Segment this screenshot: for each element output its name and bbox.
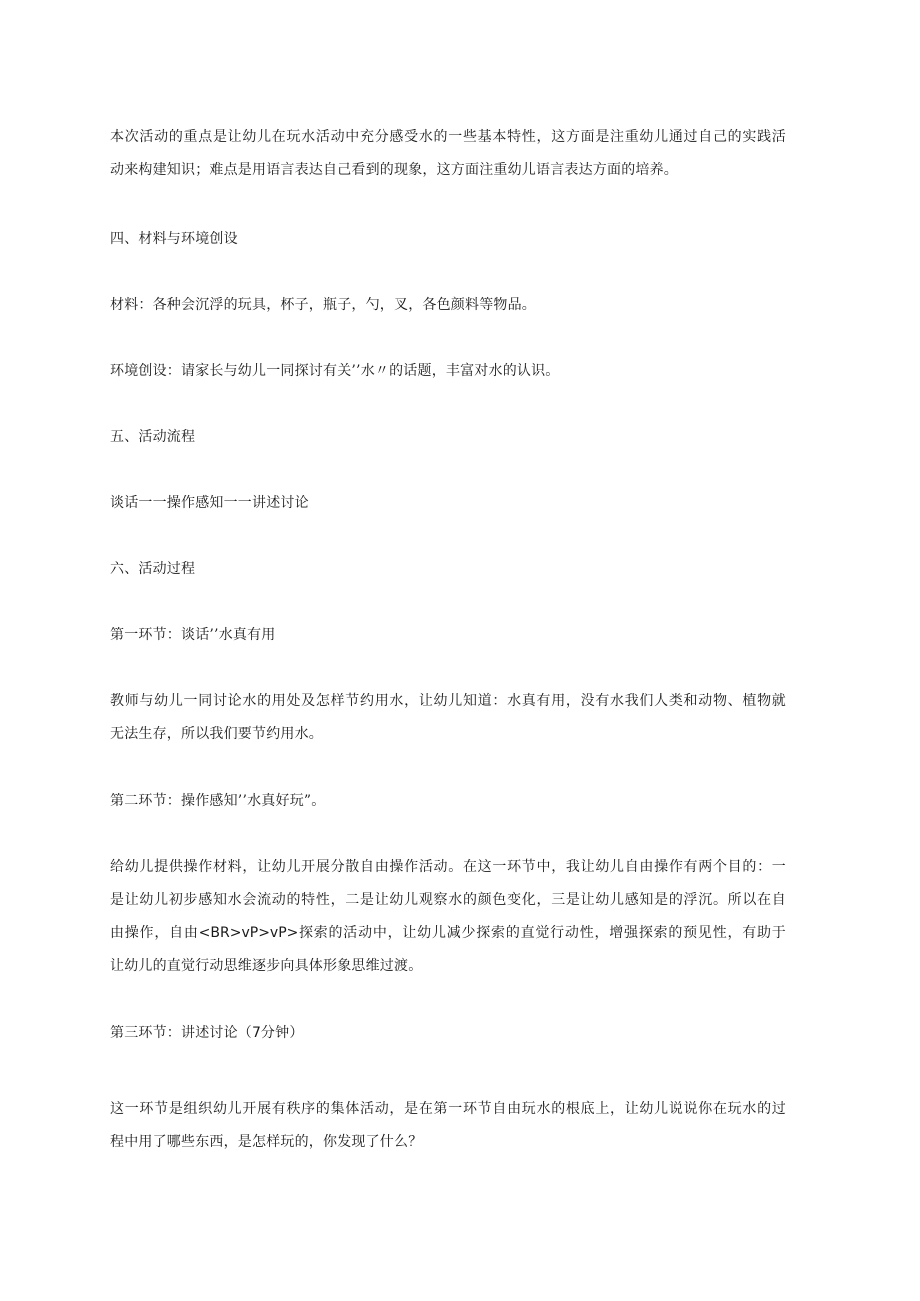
heading-materials-environment: 四、材料与环境创设 [110, 231, 238, 247]
step3-title [110, 1017, 786, 1050]
paragraph-flow: 谈话一一操作感知一一讲述讨论 [110, 495, 309, 511]
paragraph-environment: 环境创设：请家长与幼儿一同探讨有关’’水〃的话题，丰富对水的认识。 [110, 363, 560, 379]
step1-title: 第一环节：谈话’’水真有用 [110, 627, 276, 643]
text-line: 动来构建知识；难点是用语言表达自己看到的现象，这方面注重幼儿语言表达方面的培养。 [110, 162, 678, 178]
step1-body [110, 685, 786, 751]
heading-activity-flow: 五、活动流程 [110, 429, 196, 445]
text-line-with-tag [110, 917, 786, 950]
text-fragment: 由操作，自由 [110, 925, 199, 941]
text-line: 这一环节是组织幼儿开展有秩序的集体活动，是在第一环节自由玩水的根底上，让幼儿说说你在玩水的过 [110, 1101, 786, 1117]
text-fragment: 分钟） [260, 1025, 304, 1041]
paragraph-materials: 材料：各种会沉浮的玩具，杯子，瓶子，勺，叉，各色颜料等物品。 [110, 297, 536, 313]
step2-title: 第二环节：操作感知’’水真好玩”。 [110, 793, 326, 809]
text-line: 教师与幼儿一同讨论水的用处及怎样节约用水，让幼儿知道：水真有用，没有水我们人类和动物、植物就 [110, 693, 786, 709]
paragraph-focus-difficulty [110, 121, 786, 187]
text-line: 本次活动的重点是让幼儿在玩水活动中充分感受水的一些基本特性，这方面是注重幼儿通过自己的实践活 [110, 129, 786, 145]
step3-body [110, 1093, 786, 1159]
duration-number: 7 [252, 1025, 261, 1041]
heading-activity-process: 六、活动过程 [110, 561, 196, 577]
markup-artifact: <BR>vP>vP> [198, 925, 299, 941]
text-line: 给幼儿提供操作材料，让幼儿开展分散自由操作活动。在这一环节中，我让幼儿自由操作有两个目的：一 [110, 859, 786, 875]
step2-body [110, 851, 786, 983]
text-line: 让幼儿的直觉行动思维逐步向具体形象思维过渡。 [110, 958, 423, 974]
text-line: 无法生存，所以我们要节约用水。 [110, 726, 323, 742]
text-line: 是让幼儿初步感知水会流动的特性，二是让幼儿观察水的颜色变化，三是让幼儿感知是的浮沉。所以在自 [110, 892, 786, 908]
text-fragment: 第三环节：讲述讨论（ [110, 1025, 252, 1041]
text-fragment: 探索的活动中，让幼儿减少探索的直觉行动性，增强探索的预见性，有助于 [298, 925, 787, 941]
text-line: 程中用了哪些东西，是怎样玩的，你发现了什么？ [110, 1134, 423, 1150]
